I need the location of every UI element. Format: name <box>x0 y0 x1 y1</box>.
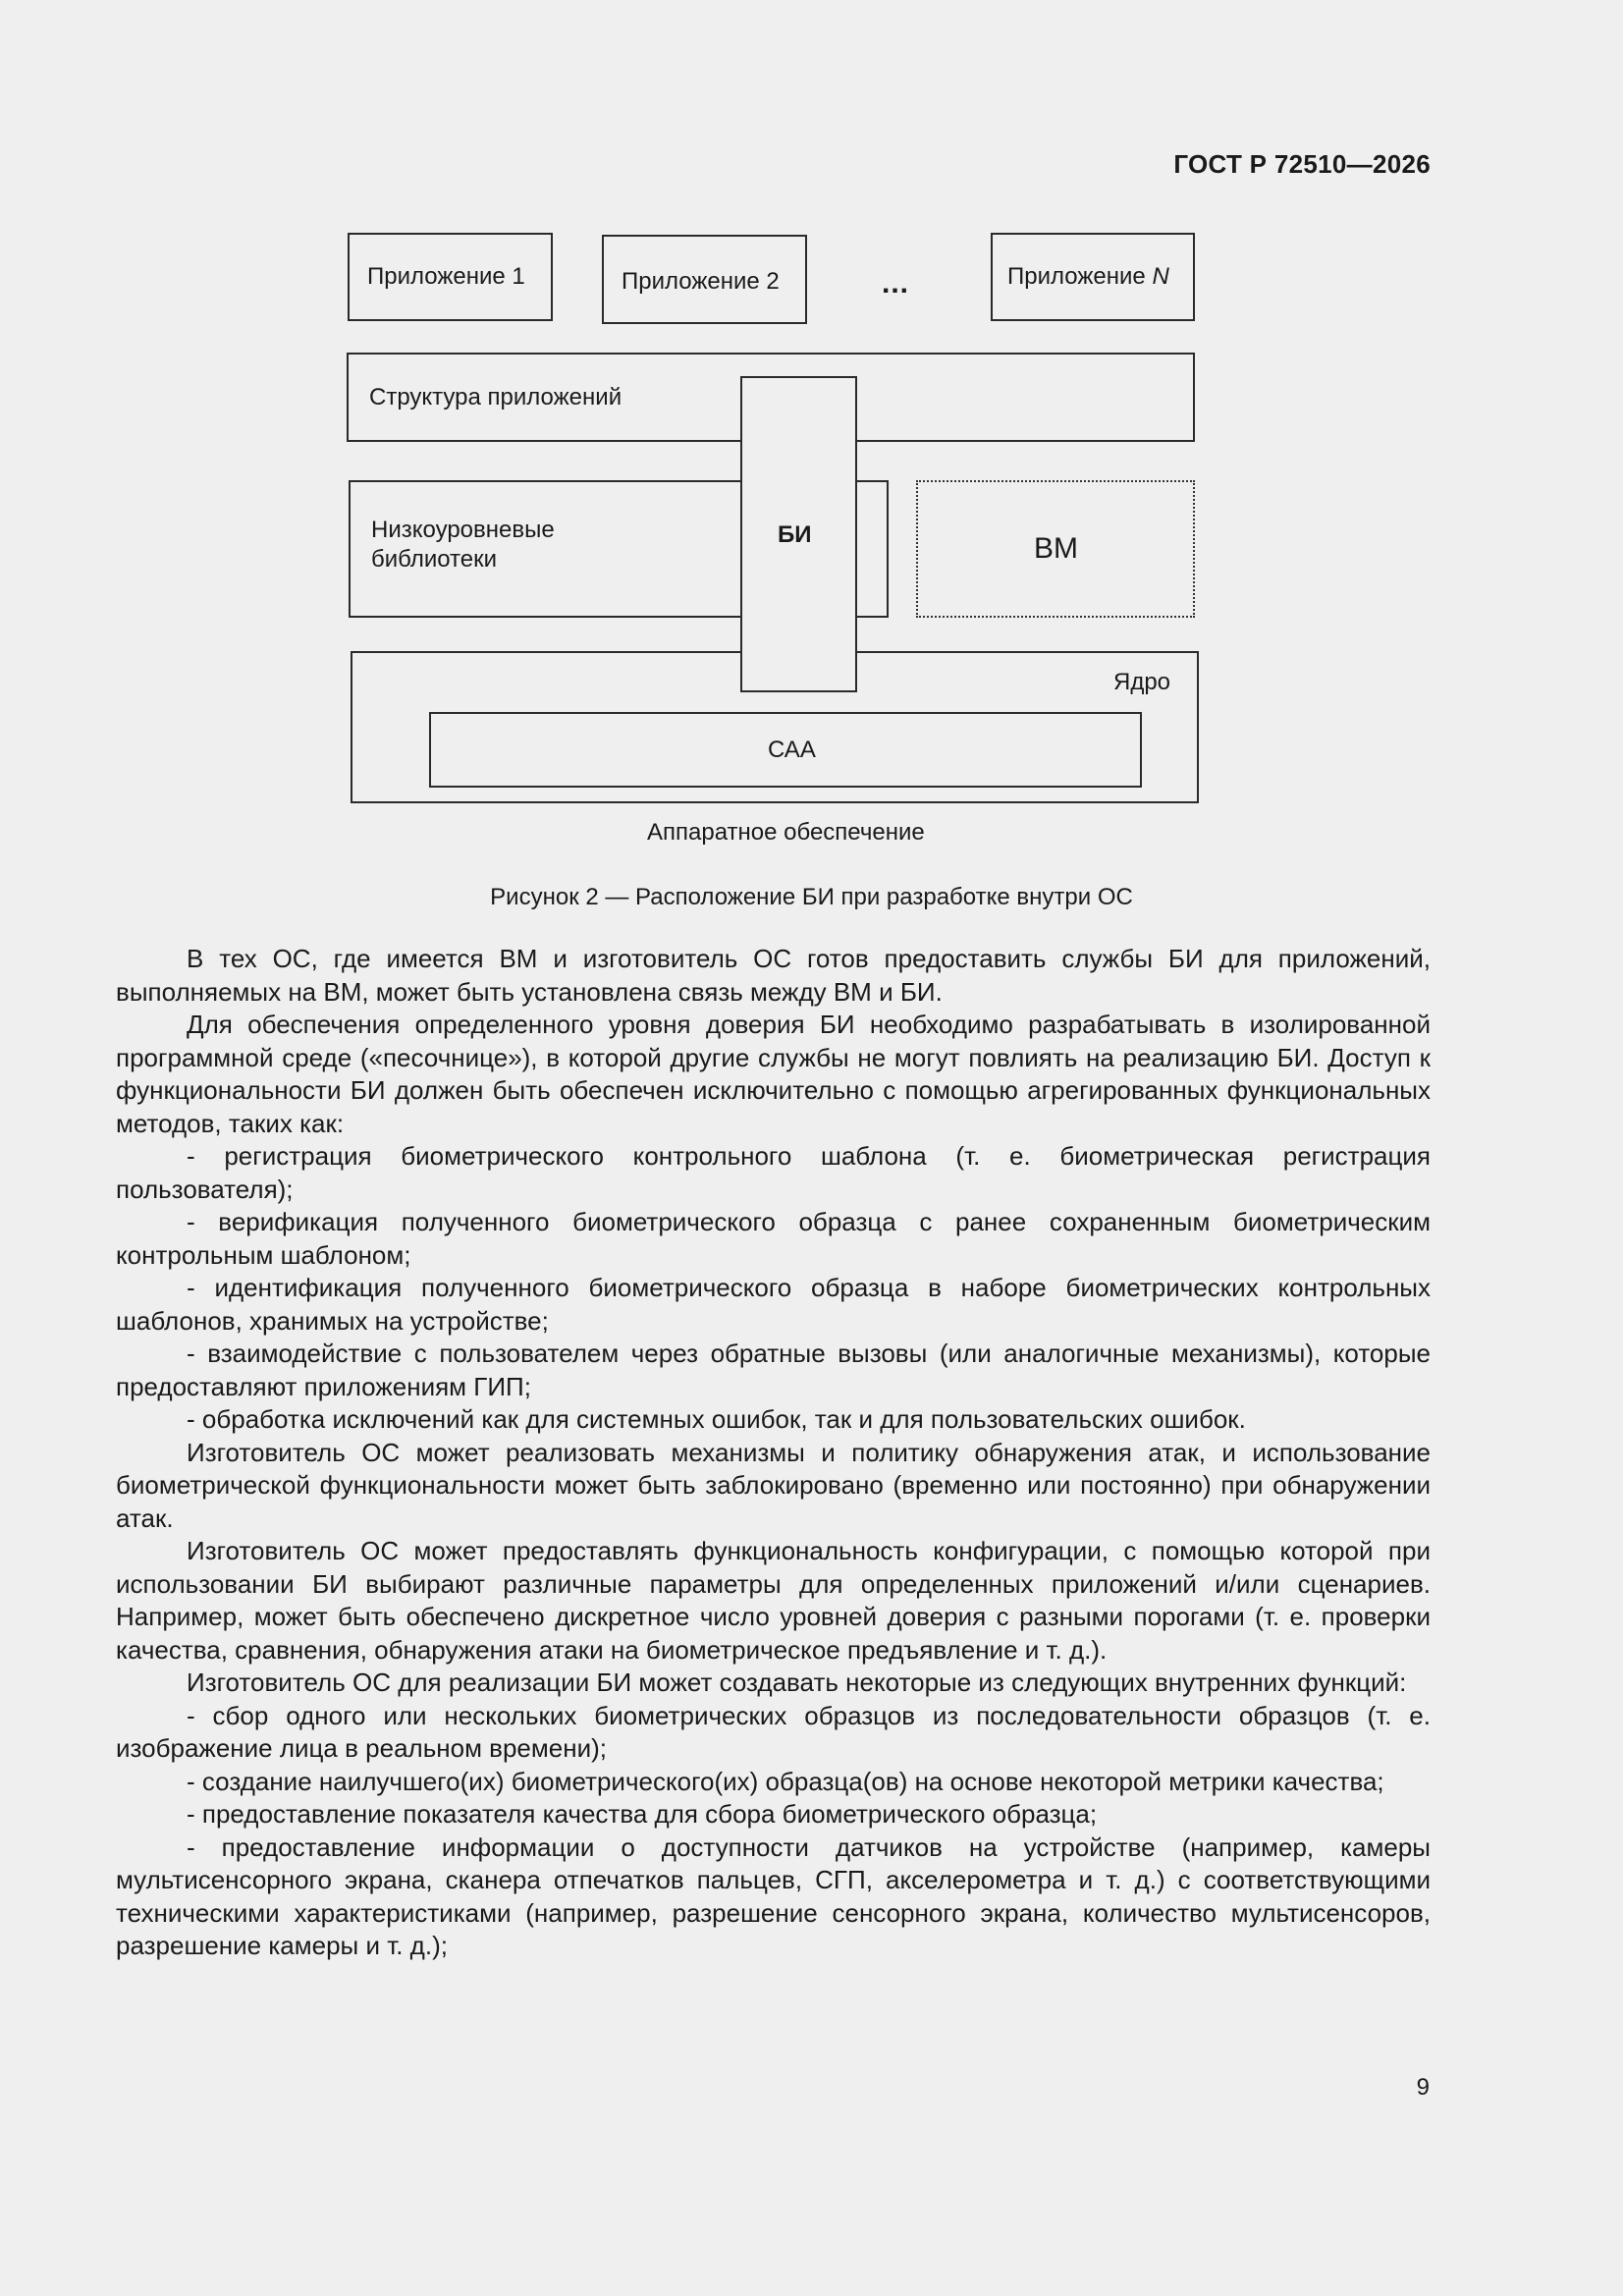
paragraph: Изготовитель ОС для реализации БИ может создавать некоторые из следующих внутренних функций: <box>187 1667 1407 1697</box>
app-n-box <box>991 233 1195 321</box>
app-1-label: Приложение 1 <box>367 263 525 290</box>
bi-label: БИ <box>778 521 812 548</box>
lowlevel-line-1: Низкоуровневые <box>371 517 555 543</box>
saa-box <box>429 712 1142 788</box>
vm-label: ВМ <box>1034 532 1078 565</box>
lowlevel-libraries-label <box>371 516 555 574</box>
list-item: - идентификация полученного биометрического образца в наборе биометрических контрольных шаблонов, хранимых на устройстве; <box>116 1273 1431 1336</box>
app-n-label <box>1007 262 1169 292</box>
vm-box <box>916 480 1195 618</box>
hardware-label: Аппаратное обеспечение <box>647 819 925 846</box>
list-item: - обработка исключений как для системных ошибок, так и для пользовательских ошибок. <box>187 1404 1246 1434</box>
bi-box <box>740 376 857 692</box>
list-item: - регистрация биометрического контрольного шаблона (т. е. биометрическая регистрация пользователя); <box>116 1141 1431 1204</box>
paragraph: Изготовитель ОС может предоставлять функциональность конфигурации, с помощью которой при использовании БИ выбирают различные параметры для определенных приложений и/или сценариев. Например, может быть обеспечено дискретное число уровней доверия с разными порогами (т. е. проверки качества, сравнения, обнаружения атаки на биометрическое предъявление и т. д.). <box>116 1536 1431 1665</box>
paragraph: В тех ОС, где имеется ВМ и изготовитель ОС готов предоставить службы БИ для приложений, выполняемых на ВМ, может быть установлена связь между ВМ и БИ. <box>116 944 1431 1007</box>
paragraph: Для обеспечения определенного уровня доверия БИ необходимо разрабатывать в изолированной программной среде («песочнице»), в которой другие службы не могут повлиять на реализацию БИ. Доступ к функциональности БИ должен быть обеспечен исключительно с помощью агрегированных функциональных методов, таких как: <box>116 1010 1431 1138</box>
list-item: - сбор одного или нескольких биометрических образцов из последовательности образцов (т. е. изображение лица в реальном времени); <box>116 1700 1431 1763</box>
body-text <box>116 943 1431 1963</box>
framework-label: Структура приложений <box>369 384 622 410</box>
list-item: - взаимодействие с пользователем через обратные вызовы (или аналогичные механизмы), которые предоставляют приложениям ГИП; <box>116 1339 1431 1401</box>
app-2-box <box>602 235 807 324</box>
app-2-label: Приложение 2 <box>622 268 780 295</box>
app-n-variable: N <box>1152 263 1169 290</box>
lowlevel-line-2: библиотеки <box>371 546 498 573</box>
apps-ellipsis: ... <box>882 267 910 300</box>
app-n-prefix: Приложение <box>1007 263 1153 290</box>
list-item: - предоставление информации о доступности датчиков на устройстве (например, камеры мультисенсорного экрана, сканера отпечатков пальцев, СГП, акселерометра и т. д.) с соответствующими техническими характеристиками (например, разрешение сенсорного экрана, количество мультисенсоров, разрешение камеры и т. д.); <box>116 1831 1431 1960</box>
saa-label: САА <box>768 737 816 763</box>
figure-caption: Рисунок 2 — Расположение БИ при разработке внутри ОС <box>490 884 1133 910</box>
list-item: - верификация полученного биометрического образца с ранее сохраненным биометрическим контрольным шаблоном; <box>116 1207 1431 1270</box>
list-item: - создание наилучшего(их) биометрического(их) образца(ов) на основе некоторой метрики качества; <box>187 1766 1384 1796</box>
app-1-box <box>348 233 553 321</box>
kernel-label: Ядро <box>1113 669 1171 695</box>
list-item: - предоставление показателя качества для сбора биометрического образца; <box>187 1799 1098 1829</box>
paragraph: Изготовитель ОС может реализовать механизмы и политику обнаружения атак, и использование биометрической функциональности может быть заблокировано (временно или постоянно) при обнаружении атак. <box>116 1437 1431 1533</box>
document-header: ГОСТ Р 72510—2026 <box>1173 149 1431 179</box>
page-number: 9 <box>1416 2074 1430 2101</box>
